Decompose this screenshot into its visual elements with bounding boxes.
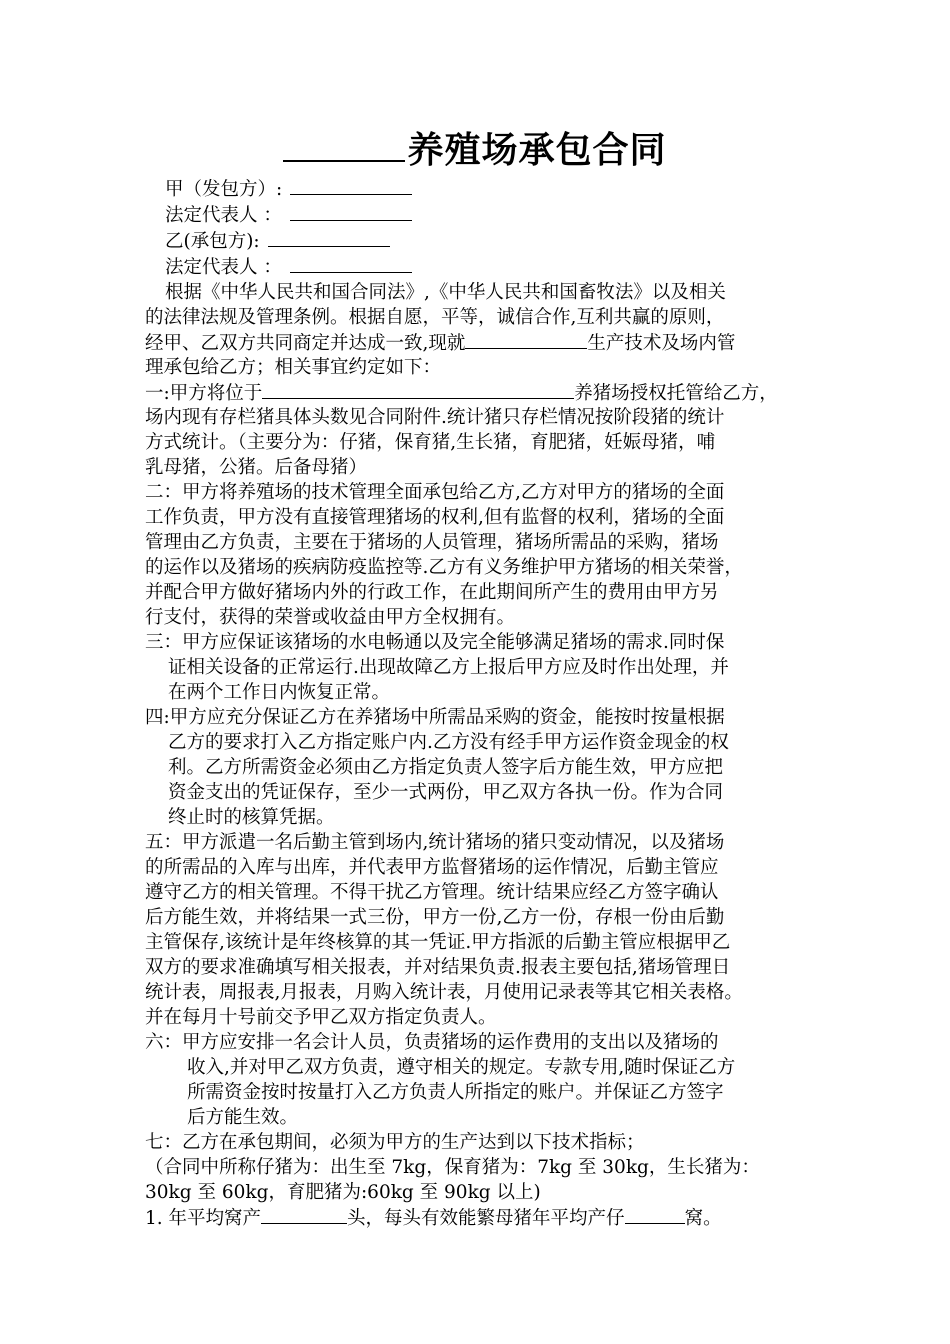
text-line (145, 380, 778, 406)
text-line: 后方能生效，并将结果一式三份，甲方一份,乙方一份，存根一份由后勤 (145, 907, 725, 928)
text-line: 根据《中华人民共和国合同法》,《中华人民共和国畜牧法》以及相关 (165, 282, 726, 303)
text-line: 乳母猪，公猪。后备母猪） (145, 457, 368, 478)
fill-blank (262, 380, 574, 399)
text-segment: 生产技术及场内管 (587, 333, 736, 354)
text-line: 二：甲方将养殖场的技术管理全面承包给乙方,乙方对甲方的猪场的全面 (145, 482, 725, 503)
text-segment: 头，每头有效能繁母猪年平均产仔 (347, 1208, 625, 1229)
text-segment: 一:甲方将位于 (145, 383, 263, 404)
text-line: 方式统计。（主要分为：仔猪，保育猪,生长猪，育肥猪，妊娠母猪，哺 (145, 432, 716, 453)
party-b-label: 乙(承包方): (165, 231, 260, 252)
text-line: 五：甲方派遣一名后勤主管到场内,统计猪场的猪只变动情况，以及猪场 (145, 832, 725, 853)
text-line: 管理由乙方负责，主要在于猪场的人员管理，猪场所需品的采购，猪场 (145, 532, 719, 553)
text-line: 利。乙方所需资金必须由乙方指定负责人签字后方能生效，甲方应把 (168, 757, 724, 778)
text-segment: 1. 年平均窝产 (145, 1208, 262, 1229)
text-line: 统计表，周报表,月报表，月购入统计表，月使用记录表等其它相关表格。 (145, 982, 743, 1003)
text-line: 乙方的要求打入乙方指定账户内.乙方没有经手甲方运作资金现金的权 (168, 732, 729, 753)
title-blank (283, 126, 405, 162)
document-title (0, 126, 950, 174)
text-line: 终止时的核算凭据。 (168, 807, 335, 828)
party-b-rep-label: 法定代表人 ： (165, 257, 282, 278)
text-line: 主管保存,该统计是年终核算的其一凭证.甲方指派的后勤主管应根据甲乙 (145, 932, 731, 953)
text-line: 收入,并对甲乙双方负责，遵守相关的规定。专款专用,随时保证乙方 (187, 1057, 736, 1078)
text-line: 工作负责，甲方没有直接管理猪场的权利,但有监督的权利，猪场的全面 (145, 507, 725, 528)
text-line: 所需资金按时按量打入乙方负责人所指定的账户。并保证乙方签字 (187, 1082, 724, 1103)
text-line: 四:甲方应充分保证乙方在养猪场中所需品采购的资金，能按时按量根据 (145, 707, 725, 728)
fill-blank (290, 176, 412, 195)
party-b-line (165, 228, 390, 254)
text-line: （合同中所称仔猪为：出生至 7kg，保育猪为：7kg 至 30kg，生长猪为： (145, 1157, 760, 1178)
text-line: 双方的要求准确填写相关报表，并对结果负责.报表主要包括,猪场管理日 (145, 957, 731, 978)
text-segment: 经甲、乙双方共同商定并达成一致,现就 (145, 333, 466, 354)
text-line: 三：甲方应保证该猪场的水电畅通以及完全能够满足猪场的需求.同时保 (145, 632, 725, 653)
text-line: 七：乙方在承包期间，必须为甲方的生产达到以下技术指标； (145, 1132, 645, 1153)
text-line: 的法律法规及管理条例。根据自愿，平等，诚信合作,互利共赢的原则， (145, 307, 725, 328)
party-a-line (165, 176, 412, 202)
text-line: 行支付，获得的荣誉或收益由甲方全权拥有。 (145, 607, 516, 628)
text-line: 遵守乙方的相关管理。不得干扰乙方管理。统计结果应经乙方签字确认 (145, 882, 719, 903)
fill-blank (290, 254, 412, 273)
text-line: 30kg 至 60kg，育肥猪为:60kg 至 90kg 以上) (145, 1182, 541, 1203)
text-line: 证相关设备的正常运行.出现故障乙方上报后甲方应及时作出处理，并 (168, 657, 729, 678)
party-a-label: 甲（发包方）: (165, 179, 283, 200)
text-line: 资金支出的凭证保存，至少一式两份，甲乙双方各执一份。作为合同 (168, 782, 724, 803)
fill-blank (290, 202, 412, 221)
text-segment: 养猪场授权托管给乙方， (574, 383, 778, 404)
title-text: 养殖场承包合同 (407, 129, 667, 171)
text-line: 后方能生效。 (187, 1107, 299, 1128)
fill-blank (261, 1205, 347, 1224)
text-segment: 窝。 (684, 1208, 722, 1229)
text-line (145, 330, 735, 356)
text-line: 场内现有存栏猪具体头数见合同附件.统计猪只存栏情况按阶段猪的统计 (145, 407, 725, 428)
party-a-rep-label: 法定代表人 ： (165, 205, 282, 226)
fill-blank (625, 1205, 685, 1224)
text-line: 六：甲方应安排一名会计人员，负责猪场的运作费用的支出以及猪场的 (145, 1032, 719, 1053)
text-line (145, 1205, 722, 1231)
text-line: 理承包给乙方；相关事宜约定如下： (145, 357, 442, 378)
fill-blank (465, 330, 587, 349)
party-a-rep-line (165, 202, 412, 228)
text-line: 并在每月十号前交予甲乙双方指定负责人。 (145, 1007, 497, 1028)
text-line: 的所需品的入库与出库，并代表甲方监督猪场的运作情况，后勤主管应 (145, 857, 719, 878)
text-line: 在两个工作日内恢复正常。 (168, 682, 391, 703)
text-line: 的运作以及猪场的疾病防疫监控等.乙方有义务维护甲方猪场的相关荣誉， (145, 557, 743, 578)
text-line: 并配合甲方做好猪场内外的行政工作，在此期间所产生的费用由甲方另 (145, 582, 719, 603)
party-b-rep-line (165, 254, 412, 280)
fill-blank (268, 228, 390, 247)
